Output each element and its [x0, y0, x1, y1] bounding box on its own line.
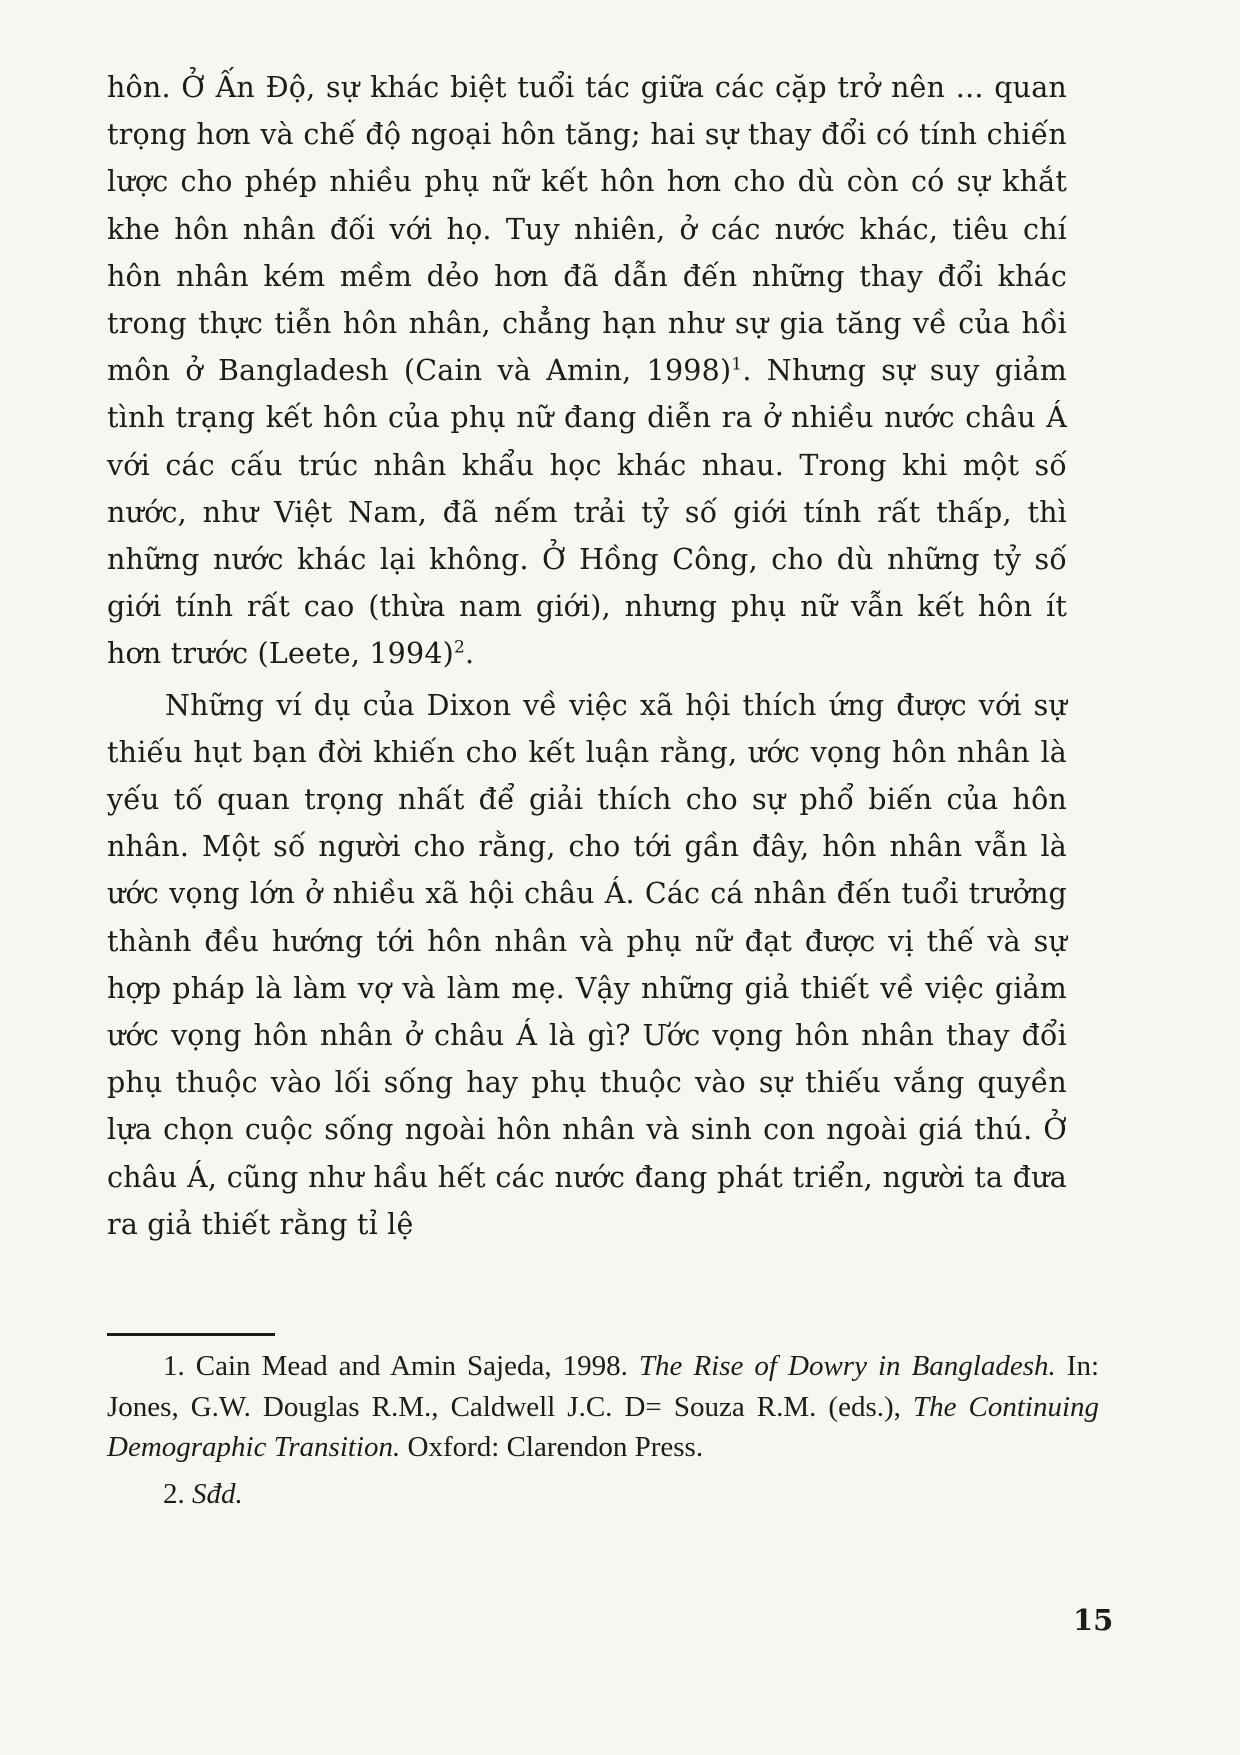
page-number: 15 — [1073, 1603, 1114, 1637]
paragraph-1-part-c: . — [465, 637, 475, 671]
footnote-1-publisher: Oxford: Clarendon Press. — [400, 1431, 704, 1463]
footnote-divider — [107, 1333, 275, 1336]
footnote-1 — [107, 1346, 1099, 1468]
footnote-ref-1: 1 — [731, 354, 743, 375]
paragraph-2: Những ví dụ của Dixon về việc xã hội thích ứng được với sự thiếu hụt bạn đời khiến cho kết luận rằng, ước vọng hôn nhân là yếu tố quan trọng nhất để giải thích cho sự phổ biến của hôn nhân. Một số người cho rằng, cho tới gần đây, hôn nhân vẫn là ước vọng lớn ở nhiều xã hội châu Á. Các cá nhân đến tuổi trưởng thành đều hướng tới hôn nhân và phụ nữ đạt được vị thế và sự hợp pháp là làm vợ và làm mẹ. Vậy những giả thiết về việc giảm ước vọng hôn nhân ở châu Á là gì? Ước vọng hôn nhân thay đổi phụ thuộc vào lối sống hay phụ thuộc vào sự thiếu vắng quyền lựa chọn cuộc sống ngoài hôn nhân và sinh con ngoài giá thú. Ở châu Á, cũng như hầu hết các nước đang phát triển, người ta đưa ra giả thiết rằng tỉ lệ — [107, 688, 1067, 1241]
paragraph-1-part-a: hôn. Ở Ấn Độ, sự khác biệt tuổi tác giữa các cặp trở nên ... quan trọng hơn và chế độ ngoại hôn tăng; hai sự thay đổi có tính chiến lược cho phép nhiều phụ nữ kết hôn hơn cho dù còn có sự khắt khe hôn nhân đối với họ. Tuy nhiên, ở các nước khác, tiêu chí hôn nhân kém mềm dẻo hơn đã dẫn đến những thay đổi khác trong thực tiễn hôn nhân, chẳng hạn như sự gia tăng về của hồi môn ở Bangladesh (Cain và Amin, 1998) — [107, 71, 1067, 388]
footnote-ref-2: 2 — [454, 637, 466, 658]
paragraph-1-part-b: . Nhưng sự suy giảm tình trạng kết hôn của phụ nữ đang diễn ra ở nhiều nước châu Á với các cấu trúc nhân khẩu học khác nhau. Trong khi một số nước, như Việt Nam, đã nếm trải tỷ số giới tính rất thấp, thì những nước khác lại không. Ở Hồng Công, cho dù những tỷ số giới tính rất cao (thừa nam giới), nhưng phụ nữ vẫn kết hôn ít hơn trước (Leete, 1994) — [107, 354, 1067, 671]
footnote-1-editors: In: Jones, G.W. Douglas R.M., Caldwell J.C. D= Souza R.M. (eds.), — [107, 1350, 1099, 1423]
footnote-2-number: 2. — [163, 1477, 192, 1510]
footnote-2 — [107, 1474, 1099, 1515]
footnotes — [107, 1346, 1099, 1514]
footnote-1-series: The Continuing Demographic Transition. — [107, 1390, 1099, 1463]
footnote-1-title: The Rise of Dowry in Bangladesh. — [638, 1350, 1056, 1382]
main-text — [107, 64, 1067, 1248]
footnote-1-author: 1. Cain Mead and Amin Sajeda, 1998. — [163, 1350, 639, 1382]
paragraph-1 — [107, 64, 1067, 678]
footnote-2-ref: Sđd. — [192, 1477, 243, 1510]
